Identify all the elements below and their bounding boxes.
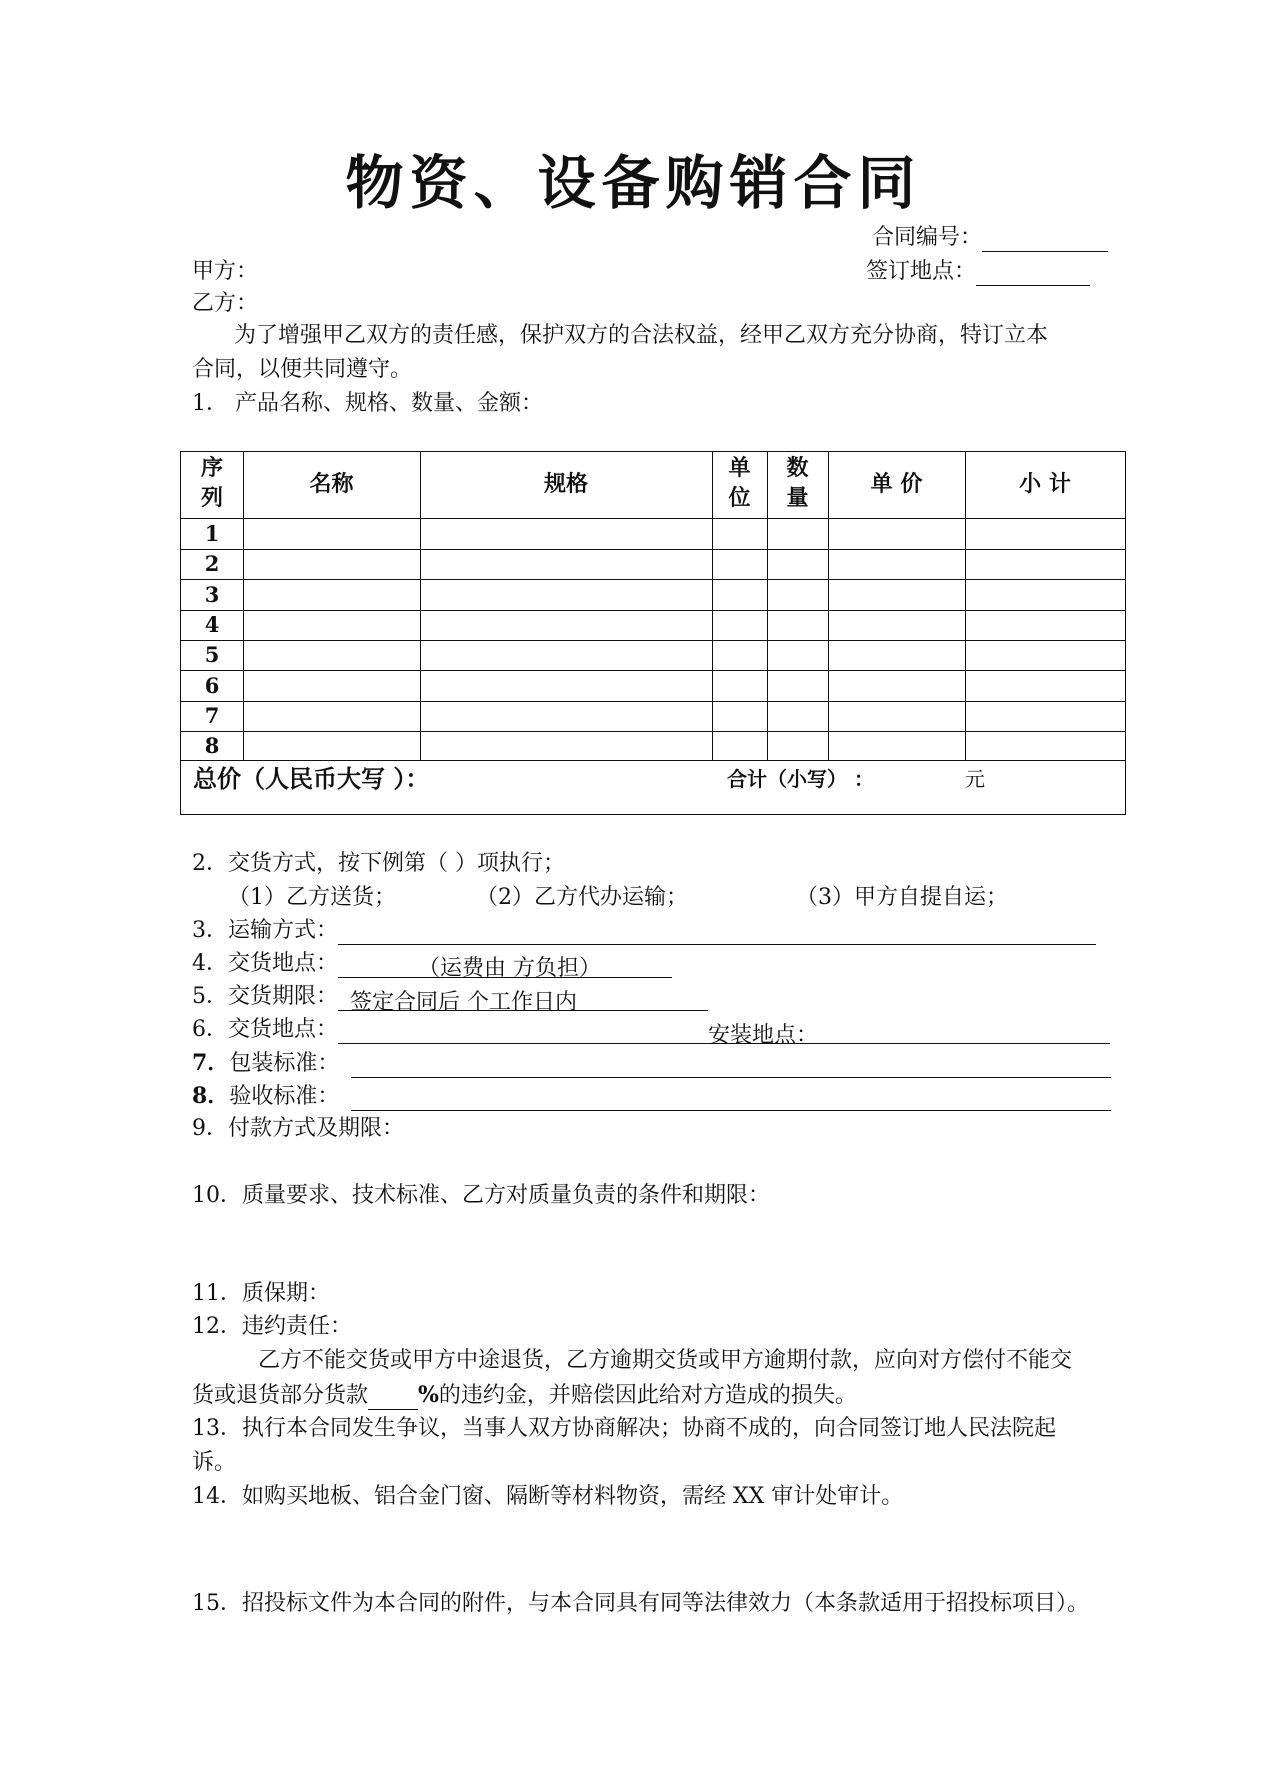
table-row-num: 3 xyxy=(204,582,220,607)
percent-sign: % xyxy=(418,1382,439,1408)
table-row-num: 4 xyxy=(204,612,220,637)
section-11: 11．质保期： xyxy=(192,1281,330,1306)
section-14: 14．如购买地板、铝合金门窗、隔断等材料物资，需经 XX 审计处审计。 xyxy=(192,1484,904,1509)
section-8 xyxy=(192,1082,1111,1111)
section-6 xyxy=(192,1016,1110,1048)
section-15: 15．招投标文件为本合同的附件，与本合同具有同等法律效力（本条款适用于招投标项目）。 xyxy=(192,1591,1089,1616)
delivery-term-text: 签定合同后 个工作日内 xyxy=(350,990,577,1015)
header-spec: 规格 xyxy=(543,472,588,497)
delivery-option-1: （1）乙方送货； xyxy=(228,885,396,910)
header-qty: 数 量 xyxy=(786,456,809,511)
section-2-heading: 2．交货方式，按下例第（ ）项执行； xyxy=(192,851,565,876)
table-row-num: 7 xyxy=(204,703,220,728)
delivery-place-field[interactable] xyxy=(338,955,672,981)
delivery-term-field[interactable] xyxy=(338,989,708,1015)
delivery-place-2-label: 6．交货地点： xyxy=(192,1017,338,1042)
header-unit: 单 位 xyxy=(728,456,751,511)
sum-label: 合计（小写） ： xyxy=(727,767,874,791)
table-row-num: 5 xyxy=(204,642,220,667)
table-row-num: 8 xyxy=(204,733,220,758)
table-row-num: 2 xyxy=(204,551,220,576)
section-1-heading: 1． 产品名称、规格、数量、金额： xyxy=(192,391,543,416)
acceptance-field[interactable] xyxy=(351,1088,1111,1111)
delivery-option-3: （3）甲方自提自运； xyxy=(796,885,1008,910)
sign-place-label: 签订地点： xyxy=(866,259,977,284)
contract-number xyxy=(872,224,1108,252)
section-4 xyxy=(192,950,672,981)
yuan-label: 元 xyxy=(965,767,985,791)
contract-number-field[interactable] xyxy=(982,229,1108,252)
page-title: 物资、设备购销合同 xyxy=(345,149,922,217)
section-5 xyxy=(192,983,708,1015)
section-12-line-1: 乙方不能交货或甲方中途退货，乙方逾期交货或甲方逾期付款，应向对方偿付不能交 xyxy=(258,1348,1073,1373)
section-7-number: 7． xyxy=(192,1050,230,1076)
section-7 xyxy=(192,1049,1111,1078)
header-unit-price: 单 价 xyxy=(870,472,923,497)
party-a-label: 甲方： xyxy=(192,259,259,284)
section-12-heading: 12．违约责任： xyxy=(192,1314,352,1339)
section-13-line-1: 13．执行本合同发生争议，当事人双方协商解决；协商不成的，向合同签订地人民法院起 xyxy=(192,1416,1056,1441)
contract-number-label: 合同编号： xyxy=(872,225,983,250)
header-seq: 序 列 xyxy=(200,456,223,511)
freight-note: （运费由 方负担） xyxy=(418,956,601,981)
packaging-label: 包装标准： xyxy=(229,1051,340,1076)
section-12-line-2: 货或退货部分货款 %的违约金，并赔偿因此给对方造成的损失。 xyxy=(192,1382,857,1408)
install-place-field[interactable] xyxy=(338,1022,1110,1048)
intro-line-2: 合同，以便共同遵守。 xyxy=(192,357,413,382)
section-10: 10．质量要求、技术标准、乙方对质量负责的条件和期限： xyxy=(192,1183,770,1208)
sign-place-field[interactable] xyxy=(976,263,1090,286)
section-8-number: 8． xyxy=(192,1083,230,1109)
penalty-percent-field[interactable] xyxy=(368,1387,418,1410)
intro-line-1: 为了增强甲乙双方的责任感，保护双方的合法权益，经甲乙双方充分协商，特订立本 xyxy=(234,323,1049,348)
packaging-field[interactable] xyxy=(351,1055,1111,1078)
section-3 xyxy=(192,917,1096,945)
install-place-label: 安装地点： xyxy=(708,1023,819,1048)
table-row-num: 6 xyxy=(204,673,220,698)
delivery-option-2: （2）乙方代办运输； xyxy=(476,885,688,910)
sign-place xyxy=(866,258,1090,286)
table-row-num: 1 xyxy=(204,521,220,546)
transport-field[interactable] xyxy=(338,922,1096,945)
product-table xyxy=(180,451,1126,815)
header-subtotal: 小 计 xyxy=(1019,472,1071,497)
section-13-line-2: 诉。 xyxy=(192,1450,237,1475)
party-b-label: 乙方： xyxy=(192,291,259,316)
delivery-term-label: 5．交货期限： xyxy=(192,984,338,1009)
section-9: 9．付款方式及期限： xyxy=(192,1116,404,1141)
total-price-label: 总价（人民币大写 ）： xyxy=(193,765,430,793)
delivery-place-label: 4．交货地点： xyxy=(192,951,338,976)
header-name: 名称 xyxy=(309,472,354,497)
transport-label: 3．运输方式： xyxy=(192,918,338,943)
acceptance-label: 验收标准： xyxy=(229,1084,340,1109)
